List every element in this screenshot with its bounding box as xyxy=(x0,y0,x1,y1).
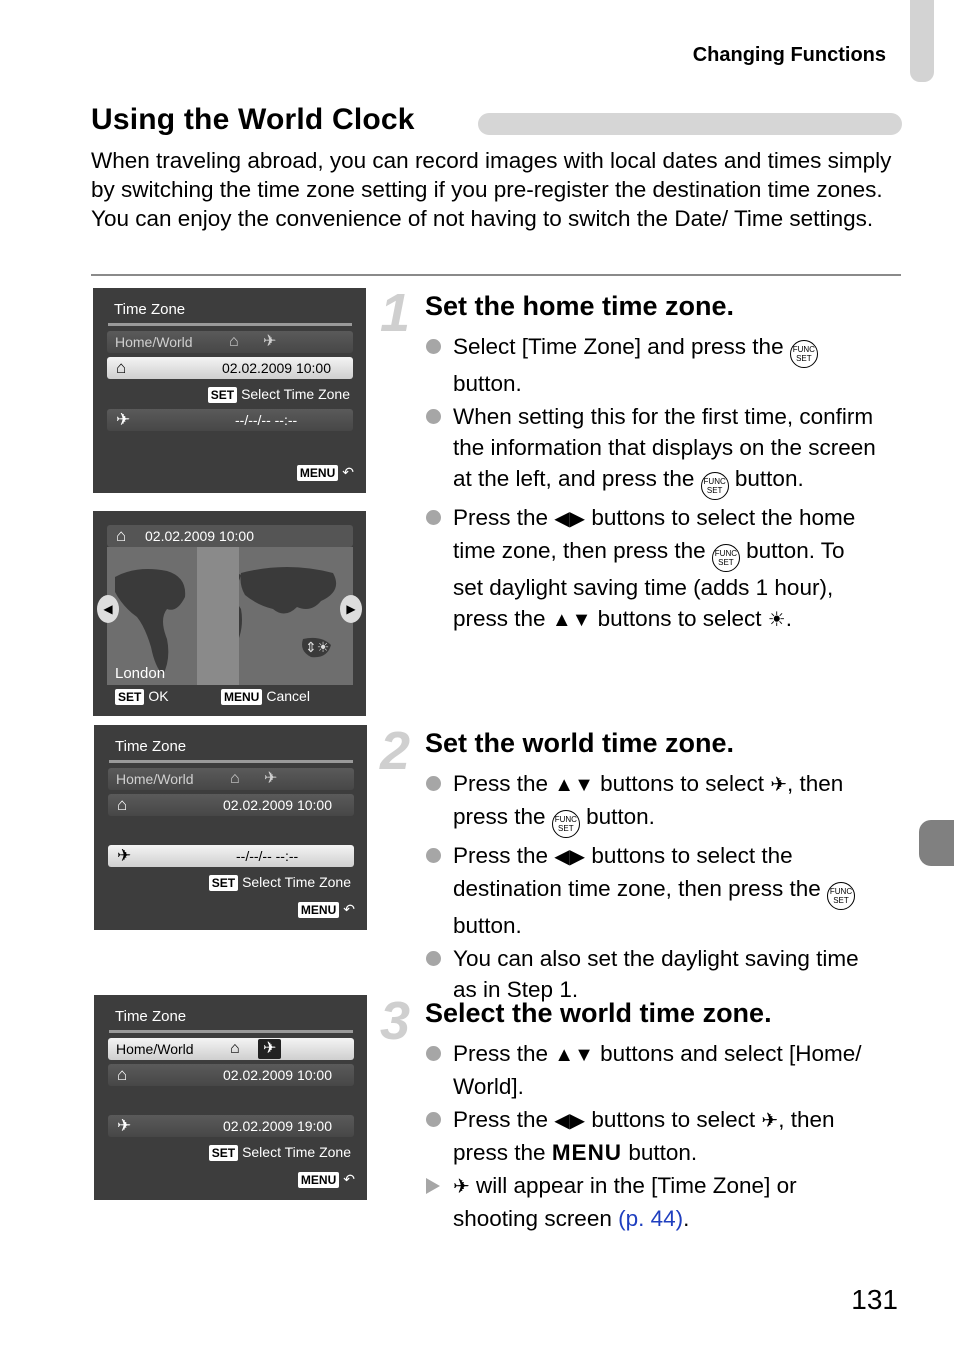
bullet-text: buttons to select xyxy=(591,606,768,631)
ok-text: OK xyxy=(148,688,169,704)
bullet-item xyxy=(426,1038,876,1102)
up-down-icon: ▲▼ xyxy=(554,774,594,796)
step-heading: Set the home time zone. xyxy=(425,291,735,321)
dst-toggle-icon[interactable]: ⇕☀ xyxy=(305,639,330,655)
home-icon: ⌂ xyxy=(117,795,128,814)
step-heading: Select the world time zone. xyxy=(425,998,772,1028)
world-datetime: --/--/-- --:-- xyxy=(235,412,298,428)
bullet-text: buttons to select the destination time zone, then press the xyxy=(453,843,827,901)
menu-hint xyxy=(298,901,355,918)
page-number: 131 xyxy=(851,1284,898,1315)
map-datetime: 02.02.2009 10:00 xyxy=(145,528,254,544)
func-set-button-icon: FUNC SET xyxy=(790,340,818,368)
bullet-text: , then press the xyxy=(453,771,844,829)
plane-icon: ✈ xyxy=(258,1039,281,1059)
home-world-label: Home/World xyxy=(115,334,193,350)
bullet-item xyxy=(426,331,876,399)
home-time-row xyxy=(108,794,354,816)
set-key-icon: SET xyxy=(115,689,144,705)
plane-icon: ✈ xyxy=(116,410,131,429)
bullet-text: Press the xyxy=(453,771,555,796)
screen-title: Time Zone xyxy=(114,301,186,318)
func-set-button-icon: FUNC SET xyxy=(712,544,740,572)
home-time-row xyxy=(108,1064,354,1086)
screen-title-underline xyxy=(109,1030,353,1033)
bullet-item xyxy=(426,401,876,500)
camera-screen-time-zone-1 xyxy=(93,288,366,493)
set-hint-text: Select Time Zone xyxy=(242,1144,351,1160)
home-icon: ⌂ xyxy=(230,1040,240,1057)
menu-key-icon: MENU xyxy=(298,902,339,918)
func-set-button-icon: FUNC SET xyxy=(827,882,855,910)
plane-icon: ✈ xyxy=(117,846,132,865)
screen-title-underline xyxy=(108,323,352,326)
plane-icon: ✈ xyxy=(770,774,788,796)
screen-title-underline xyxy=(109,760,353,763)
bullet-text: buttons to select xyxy=(593,771,771,796)
sun-icon: ☀ xyxy=(767,609,786,631)
home-datetime: 02.02.2009 10:00 xyxy=(223,797,332,813)
set-hint xyxy=(208,386,350,403)
left-arrow-icon[interactable]: ◀ xyxy=(97,595,119,623)
bullet-text: Press the xyxy=(453,843,555,868)
bullet-text: button. xyxy=(453,913,522,938)
home-world-label: Home/World xyxy=(116,771,194,787)
camera-screen-time-zone-2 xyxy=(94,725,367,930)
section-title: Using the World Clock xyxy=(91,103,415,136)
set-key-icon: SET xyxy=(209,1145,238,1161)
title-decoration-bar xyxy=(478,113,902,135)
world-datetime: --/--/-- --:-- xyxy=(236,848,299,864)
set-key-icon: SET xyxy=(208,387,237,403)
back-arrow-icon: ↶ xyxy=(343,1171,355,1187)
city-name: London xyxy=(115,665,166,682)
bullet-item xyxy=(426,1104,876,1168)
step-number: 1 xyxy=(380,283,411,343)
world-time-row xyxy=(108,1115,354,1137)
screen-title: Time Zone xyxy=(115,1008,187,1025)
camera-screen-map xyxy=(93,511,366,716)
plane-icon: ✈ xyxy=(761,1110,779,1132)
ok-hint xyxy=(115,688,169,705)
map-header-row xyxy=(107,525,353,547)
bullet-text: . xyxy=(683,1206,690,1231)
left-right-icon: ◀▶ xyxy=(554,846,586,868)
bullet-text: buttons to select xyxy=(585,1107,762,1132)
step-3-bullets xyxy=(426,1038,876,1234)
step-1-bullets xyxy=(426,331,876,636)
set-hint xyxy=(209,874,351,891)
menu-key-icon: MENU xyxy=(298,1172,339,1188)
bullet-text: , then press the xyxy=(453,1107,835,1165)
bullet-text: buttons to select the home time zone, then press the xyxy=(453,505,856,563)
chapter-index-tab xyxy=(919,820,954,866)
bullet-text: Press the xyxy=(453,505,555,530)
section-divider xyxy=(91,274,901,276)
set-hint xyxy=(209,1144,351,1161)
up-down-icon: ▲▼ xyxy=(551,609,592,631)
bullet-text: . xyxy=(785,606,792,631)
home-world-row xyxy=(107,331,353,353)
plane-icon: ✈ xyxy=(453,1176,470,1198)
set-key-icon: SET xyxy=(209,875,238,891)
bullet-item xyxy=(426,943,876,1005)
running-head: Changing Functions xyxy=(692,44,886,66)
menu-hint xyxy=(298,1171,355,1188)
bullet-item xyxy=(426,840,876,941)
bullet-item xyxy=(426,768,876,838)
plane-icon: ✈ xyxy=(117,1116,132,1135)
step-number: 2 xyxy=(380,721,411,781)
world-datetime: 02.02.2009 19:00 xyxy=(223,1118,332,1134)
home-time-row xyxy=(107,357,353,379)
bullet-text: When setting this for the first time, confirm the information that displays on the screen at the left, and press the xyxy=(453,404,876,491)
func-set-button-icon: FUNC SET xyxy=(552,810,580,838)
bullet-text: button. xyxy=(453,371,522,396)
set-hint-text: Select Time Zone xyxy=(242,874,351,890)
home-world-row xyxy=(108,768,354,790)
bullet-text: button. To set daylight saving time (adds 1 hour), press the xyxy=(453,538,845,631)
home-icon: ⌂ xyxy=(116,358,127,377)
bullet-text: Press the xyxy=(453,1041,555,1066)
up-down-icon: ▲▼ xyxy=(554,1044,594,1066)
screen-title: Time Zone xyxy=(115,738,187,755)
left-right-icon: ◀▶ xyxy=(554,1110,586,1132)
bullet-text: button. xyxy=(579,804,655,829)
menu-key-icon: MENU xyxy=(221,689,262,705)
bullet-text: will appear in the [Time Zone] or shooting screen xyxy=(453,1173,797,1231)
home-icon: ⌂ xyxy=(117,1065,128,1084)
back-arrow-icon: ↶ xyxy=(342,464,354,480)
world-time-row xyxy=(108,845,354,867)
world-time-row xyxy=(107,409,353,431)
back-arrow-icon: ↶ xyxy=(343,901,355,917)
menu-hint xyxy=(297,464,354,481)
home-world-label: Home/World xyxy=(116,1041,194,1057)
menu-button-icon: MENU xyxy=(551,1140,623,1165)
right-arrow-icon[interactable]: ▶ xyxy=(340,595,362,623)
bullet-text: button. xyxy=(622,1140,698,1165)
menu-key-icon: MENU xyxy=(297,465,338,481)
left-right-icon: ◀▶ xyxy=(554,508,586,530)
home-icon: ⌂ xyxy=(229,333,239,350)
home-datetime: 02.02.2009 10:00 xyxy=(222,360,331,376)
page-reference-link[interactable]: (p. 44) xyxy=(618,1206,684,1231)
home-datetime: 02.02.2009 10:00 xyxy=(223,1067,332,1083)
plane-icon: ✈ xyxy=(264,770,278,787)
home-world-row xyxy=(108,1038,354,1060)
result-item xyxy=(426,1170,876,1234)
set-hint-text: Select Time Zone xyxy=(241,386,350,402)
step-heading: Set the world time zone. xyxy=(425,728,735,758)
home-icon: ⌂ xyxy=(230,770,240,787)
step-number: 3 xyxy=(380,991,411,1051)
intro-paragraph: When traveling abroad, you can record images with local dates and times simply by switching the time zone setting if you pre-register the destination time zones. You can enjoy the convenience of not having to switch the Date/ Time settings. xyxy=(91,148,892,231)
bullet-text: Select [Time Zone] and press the xyxy=(453,334,790,359)
bullet-text: You can also set the daylight saving time as in Step 1. xyxy=(453,946,859,1002)
bullet-item xyxy=(426,502,876,636)
time-zone-highlight xyxy=(197,547,239,685)
cancel-text: Cancel xyxy=(266,688,310,704)
camera-screen-time-zone-3 xyxy=(94,995,367,1200)
step-2-bullets xyxy=(426,768,876,1005)
bullet-text: buttons and select [Home/ World]. xyxy=(453,1041,862,1099)
plane-icon: ✈ xyxy=(263,333,277,350)
func-set-button-icon: FUNC SET xyxy=(701,472,729,500)
home-icon: ⌂ xyxy=(116,526,127,545)
cancel-hint xyxy=(221,688,310,705)
bullet-text: Press the xyxy=(453,1107,555,1132)
bullet-text: button. xyxy=(728,466,804,491)
chapter-tab xyxy=(910,0,934,82)
